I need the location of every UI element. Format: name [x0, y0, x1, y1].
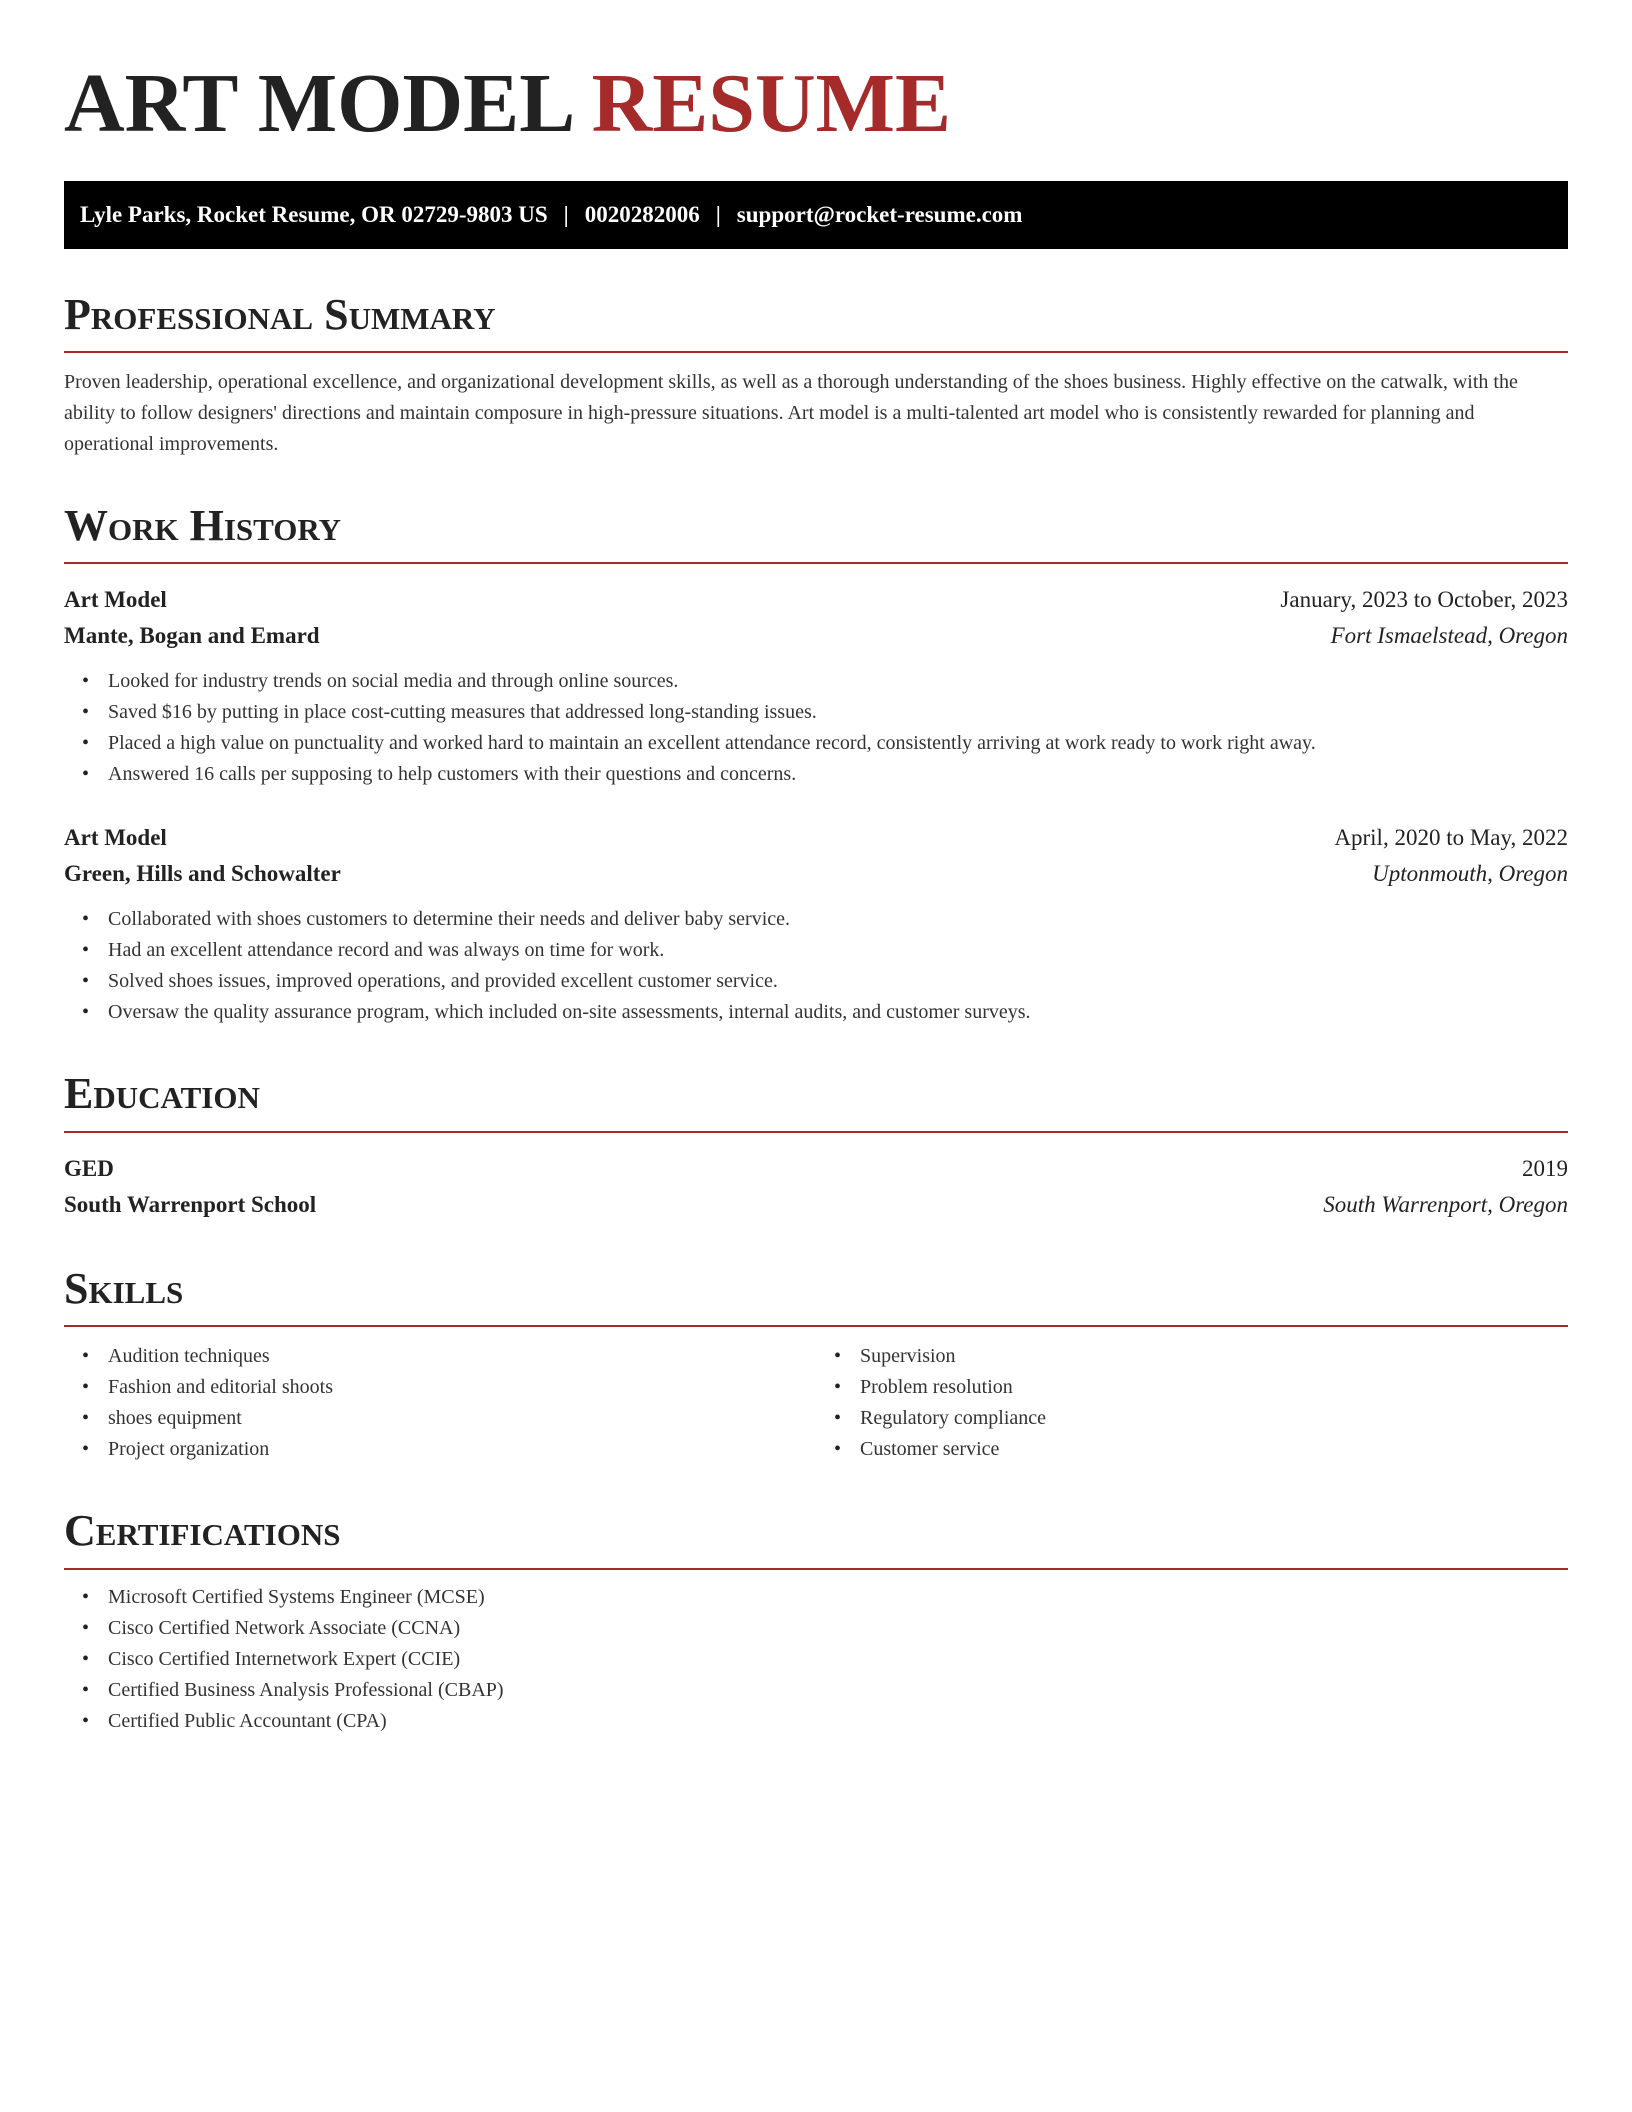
education-section [64, 1070, 1568, 1222]
contact-address: Lyle Parks, Rocket Resume, OR 02729-9803 US [80, 201, 548, 227]
list-item: • Oversaw the quality assurance program, which included on-site assessments, internal audits, and customer surveys. [108, 997, 1568, 1028]
job-title: Art Model [64, 825, 167, 851]
certification-item: • Cisco Certified Network Associate (CCNA) [108, 1613, 1568, 1644]
skill-item: • Regulatory compliance [860, 1403, 1568, 1434]
job-bullets [64, 904, 1568, 1028]
skill-item: • Fashion and editorial shoots [108, 1372, 816, 1403]
skill-item: • Supervision [860, 1341, 1568, 1372]
education-school: South Warrenport School [64, 1191, 317, 1217]
job-title: Art Model [64, 587, 167, 613]
certifications-list [64, 1582, 1568, 1737]
job-header-row [64, 582, 1568, 618]
section-heading-skills: Skills [64, 1265, 1568, 1327]
skills-grid [64, 1341, 1568, 1465]
list-item: • Placed a high value on punctuality and worked hard to maintain an excellent attendance record, consistently arriving at work ready to work right away. [108, 728, 1568, 759]
certification-item: • Microsoft Certified Systems Engineer (MCSE) [108, 1582, 1568, 1613]
education-entry [64, 1151, 1568, 1223]
job-entry [64, 820, 1568, 1028]
skill-item: • Project organization [108, 1434, 816, 1465]
skills-column-right [816, 1341, 1568, 1465]
job-bullets [64, 666, 1568, 790]
skill-item: • shoes equipment [108, 1403, 816, 1434]
certification-item: • Cisco Certified Internetwork Expert (CCIE) [108, 1644, 1568, 1675]
list-item: • Answered 16 calls per supposing to help customers with their questions and concerns. [108, 759, 1568, 790]
certification-item: • Certified Public Accountant (CPA) [108, 1706, 1568, 1737]
certifications-section [64, 1507, 1568, 1736]
summary-text: Proven leadership, operational excellence, and organizational development skills, as well as a thorough understanding of the shoes business. Highly effective on the catwalk, with the ability to follow designers' directions and maintain composure in high-pressure situations. Art model is a multi-talented art model who is consistently rewarded for planning and operational improvements. [64, 370, 1518, 455]
job-company-row [64, 856, 1568, 892]
job-dates: April, 2020 to May, 2022 [1334, 825, 1568, 851]
title-accent: RESUME [591, 57, 951, 150]
job-company: Green, Hills and Schowalter [64, 861, 341, 887]
summary-section [64, 291, 1568, 460]
education-school-row [64, 1187, 1568, 1223]
education-location: South Warrenport, Oregon [1323, 1191, 1568, 1217]
list-item: • Saved $16 by putting in place cost-cutting measures that addressed long-standing issues. [108, 697, 1568, 728]
list-item: • Had an excellent attendance record and was always on time for work. [108, 935, 1568, 966]
education-degree: GED [64, 1155, 114, 1181]
resume-title [64, 0, 1568, 153]
section-heading-certifications: Certifications [64, 1507, 1568, 1569]
job-header-row [64, 820, 1568, 856]
skill-item: • Customer service [860, 1434, 1568, 1465]
list-item: • Solved shoes issues, improved operations, and provided excellent customer service. [108, 966, 1568, 997]
skills-section [64, 1265, 1568, 1465]
job-location: Fort Ismaelstead, Oregon [1330, 623, 1568, 649]
contact-email[interactable]: support@rocket-resume.com [736, 201, 1023, 227]
job-company: Mante, Bogan and Emard [64, 623, 320, 649]
section-heading-summary: Professional Summary [64, 291, 1568, 353]
certification-item: • Certified Business Analysis Professional (CBAP) [108, 1675, 1568, 1706]
job-company-row [64, 618, 1568, 654]
education-header-row [64, 1151, 1568, 1187]
job-location: Uptonmouth, Oregon [1372, 861, 1568, 887]
title-main: ART MODEL [64, 57, 571, 150]
job-entry [64, 582, 1568, 790]
contact-phone[interactable]: 0020282006 [584, 201, 700, 227]
work-history-section [64, 502, 1568, 1028]
contact-separator: | [715, 201, 721, 227]
section-heading-work: Work History [64, 502, 1568, 564]
skill-item: • Problem resolution [860, 1372, 1568, 1403]
skills-column-left [64, 1341, 816, 1465]
list-item: • Collaborated with shoes customers to determine their needs and deliver baby service. [108, 904, 1568, 935]
skill-item: • Audition techniques [108, 1341, 816, 1372]
job-dates: January, 2023 to October, 2023 [1280, 587, 1568, 613]
education-year: 2019 [1522, 1155, 1568, 1181]
contact-bar [64, 181, 1568, 249]
contact-separator: | [563, 201, 569, 227]
list-item: • Looked for industry trends on social media and through online sources. [108, 666, 1568, 697]
section-heading-education: Education [64, 1070, 1568, 1132]
